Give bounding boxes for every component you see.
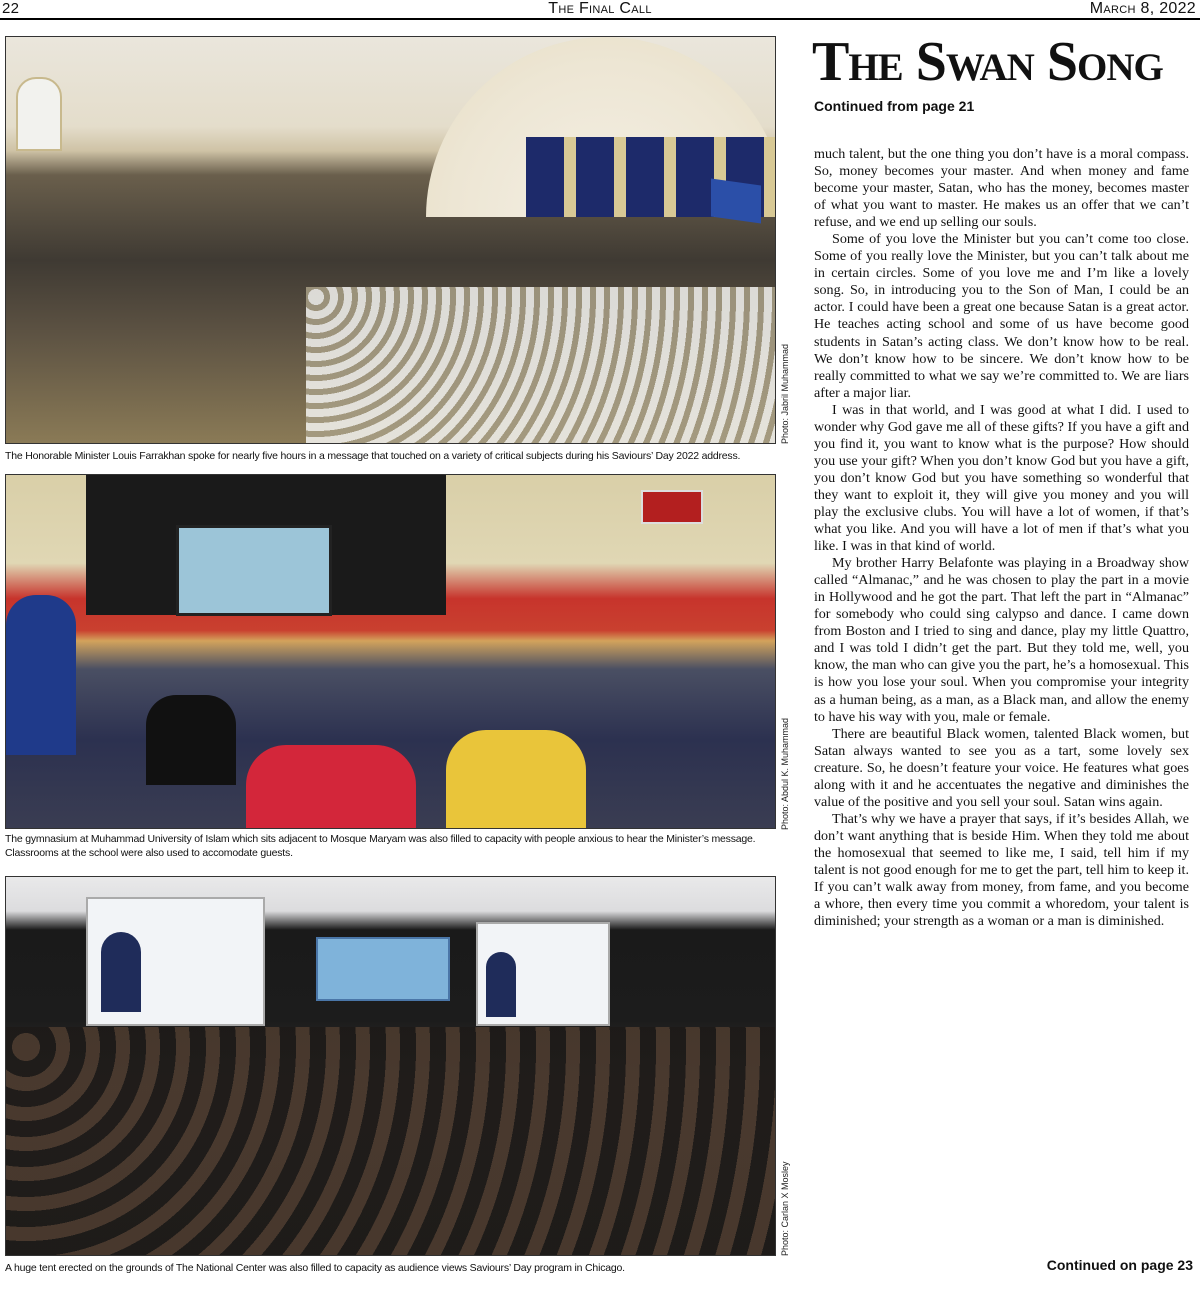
- article-paragraph: That’s why we have a prayer that says, if it’s besides Allah, we don’t want anything that is beside Him. When they told me about the homosexual that seemed to like me, I said, tell him if my talent is not good enough for me to get the part, tell him to keep it. If you can’t walk away from money, from fame, and you become a whore, then every time you commit a whoredom, your talent is diminished; your strength as a woman or a man is diminished.: [814, 810, 1189, 930]
- photo-credit-2: Photo: Abdul K. Muhammad: [780, 717, 790, 830]
- continued-on: Continued on page 23: [1046, 1257, 1193, 1273]
- continued-from: Continued from page 21: [814, 98, 975, 114]
- photo-window-detail: [16, 77, 62, 151]
- photo-tent: [5, 876, 776, 1256]
- photo-credit-3: Photo: Carlan X Mosley: [780, 1161, 790, 1256]
- photo-usher-detail: [6, 595, 76, 755]
- photo-audience-detail: [246, 745, 416, 829]
- photo-banner-detail: [316, 937, 450, 1001]
- photo-figure-detail: [486, 952, 516, 1017]
- page-number: 22: [2, 0, 20, 17]
- article-paragraph: There are beautiful Black women, talented Black women, but Satan always wanted to see you as a tart, some lovely sex creature. So, he doesn’t feature your voice. He features what goes along with it and he accentuates the negative and diminishes the value of the positive and you sell your soul. Satan wins again.: [814, 725, 1189, 810]
- photo-audience-detail: [146, 695, 236, 785]
- photo-figure-detail: [101, 932, 141, 1012]
- article-paragraph: I was in that world, and I was good at what I did. I used to wonder why God gave me all of these gifts? If you have a gift and you find it, you want to know what is the purpose? How should you use your gift? When you don’t know God but you have a gift, you don’t know God but you have something so wonderful that they want to exploit it, they will give you money and you will play the exclusive clubs. You will have a lot of women, if that’s what you like. And you will have a lot of men if that’s what you like. I was in that kind of world.: [814, 401, 1189, 555]
- article-paragraph: My brother Harry Belafonte was playing in a Broadway show called “Almanac,” and he was chosen to play the part in a movie in Hollywood and he got the part. That left the part in “Almanac” for somebody who could sing calypso and dance. I came down from Boston and I tried to sing and dance, play my little Quattro, and I was told I didn’t get the part. But they told me, well, you know, the man who can give you the part, he’s a homosexual. This is how you lose your soul. When you compromise your integrity as a human being, as a man, as a Black man, and allow the enemy to have his way with you, male or female.: [814, 555, 1189, 725]
- photo-caption-2: The gymnasium at Muhammad University of Islam which sits adjacent to Mosque Maryam was also filled to capacity with people anxious to hear the Minister’s message. Classrooms at the school were also used to accomodate guests.: [5, 833, 756, 859]
- photo-credit-1: Photo: Jabril Muhammad: [780, 343, 790, 444]
- photo-scoreboard-detail: [641, 490, 703, 524]
- article-paragraph: Some of you love the Minister but you can’t come too close. Some of you really love the Minister, but you can’t talk about me in certain circles. Some of you love me and I’m like a lovely song. So, in introducing you to the Son of Man, I could be an actor. I could have been a great one because Satan is a great actor. He teaches acting school and some of us have become good students in Satan’s acting class. We don’t know how to be real. We don’t know how to be sincere. We don’t know how to be really committed to what we say we’re committed to. We are liars after a major liar.: [814, 231, 1189, 401]
- publication-name: The Final Call: [548, 0, 652, 17]
- header-rule: [0, 18, 1200, 20]
- photo-audience-detail: [6, 1027, 776, 1256]
- photo-audience-detail: [446, 730, 586, 829]
- photo-screen-detail: [176, 525, 332, 616]
- photo-screen-detail: [711, 178, 761, 223]
- article-paragraph: much talent, but the one thing you don’t have is a moral compass. So, money becomes your master. And when money and fame become your master, Satan, who has the money, becomes master of what you want to master. He makes us an offer that we can’t refuse, and we end up selling our souls.: [814, 146, 1189, 231]
- issue-date: March 8, 2022: [1089, 0, 1196, 17]
- photo-caption-3: A huge tent erected on the grounds of The National Center was also filled to capacity as audience views Saviours’ Day program in Chicago.: [5, 1262, 625, 1274]
- page-header: [0, 0, 1200, 20]
- photo-gymnasium: [5, 474, 776, 829]
- photo-audience-detail: [306, 287, 776, 444]
- photo-mosque-interior: [5, 36, 776, 444]
- photo-caption-1: The Honorable Minister Louis Farrakhan spoke for nearly five hours in a message that touched on a variety of critical subjects during his Saviours’ Day 2022 address.: [5, 450, 741, 462]
- article-title: The Swan Song: [812, 31, 1163, 93]
- article-body: [814, 146, 1189, 1264]
